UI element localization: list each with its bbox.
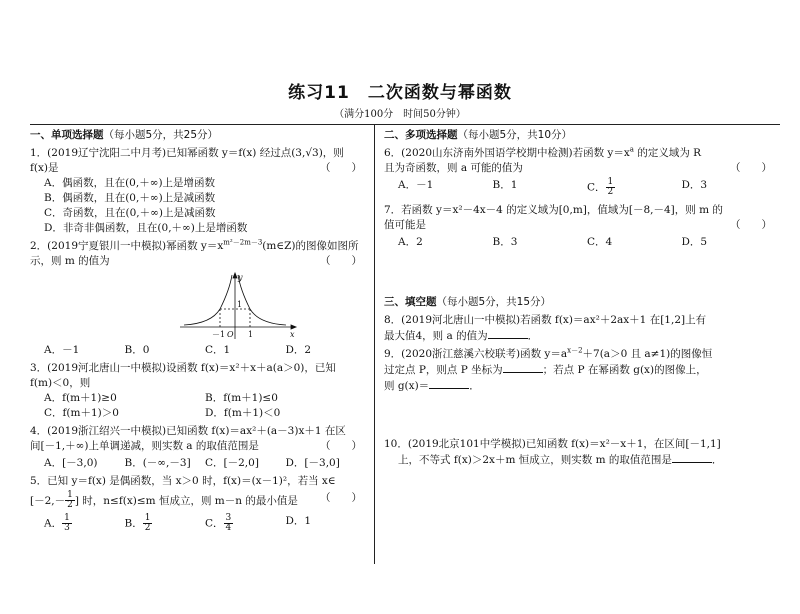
- option-a: A．偶函数，且在(0,＋∞)上是增函数: [44, 177, 216, 189]
- question-5-options: [30, 514, 366, 533]
- question-10: 10．(2019北京101中学模拟)已知函数 f(x)＝x²－x＋1，在区间[－1,1] 上，不等式 f(x)＞2x＋m 恒成立，则实数 m 的取值范围是 ．: [384, 437, 776, 468]
- curve-left: [184, 275, 232, 325]
- question-4-stem-2: 间[－1,＋∞)上单调递减，则实数 a 的取值范围是: [30, 440, 259, 452]
- question-6-stem-2: 且为奇函数，则 a 可能的值为: [384, 162, 523, 174]
- answer-bracket: （ ）: [730, 162, 772, 174]
- option-a: A．－1: [44, 344, 80, 356]
- option-b: B．(－∞,－3]: [124, 457, 191, 469]
- option-d: D．5: [681, 236, 708, 248]
- option-d: D．3: [681, 179, 708, 191]
- answer-bracket: （ ）: [320, 440, 362, 452]
- question-10-stem-2: 上，不等式 f(x)＞2x＋m 恒成立，则实数 m 的取值范围是: [398, 454, 672, 466]
- option-a: A．[－3,0): [44, 457, 98, 469]
- option-a: A．2: [398, 236, 423, 248]
- x-axis-label: x: [290, 330, 295, 339]
- question-8-stem-2: 最大值4，则 a 的值为: [384, 330, 488, 342]
- option-c: C．f(m＋1)＞0: [44, 407, 119, 419]
- question-2-stem: 2．(2019宁夏银川一中模拟)幂函数 $y=x^{m^2-2m-3}(m\in Z)$的图像如图所: [30, 238, 359, 252]
- question-4-options: [30, 456, 366, 471]
- option-d: D．非奇非偶函数，且在(0,＋∞)上是增函数: [44, 222, 248, 234]
- question-4-stem: 4．(2019浙江绍兴一中模拟)已知函数 f(x)＝ax²＋(a－3)x＋1 在区: [30, 425, 346, 437]
- question-7-stem-2: 值可能是: [384, 219, 426, 231]
- question-1-stem: 1．(2019辽宁沈阳二中月考)已知幂函数 y＝f(x) 经过点(3,√3)，则: [30, 147, 344, 159]
- answer-blank-point[interactable]: [503, 362, 543, 373]
- fraction-one-half: $\frac{1}{2}$: [67, 490, 73, 510]
- question-4: [30, 424, 366, 471]
- answer-bracket: （ ）: [320, 162, 362, 174]
- question-8: 8．(2019河北唐山一中模拟)若函数 f(x)＝ax²＋2ax＋1 在[1,2]上有 最大值4，则 a 的值为 ．: [384, 313, 776, 344]
- option-c: C． $\frac{3}{4}$: [205, 513, 232, 533]
- page-title: 练习11 二次函数与幂函数: [288, 83, 512, 103]
- question-7-options: [384, 235, 776, 250]
- option-b: B．f(m＋1)≤0: [205, 392, 278, 404]
- question-3-stem: 3．(2019河北唐山一中模拟)设函数 f(x)＝x²＋x＋a(a＞0)，已知: [30, 362, 336, 374]
- option-d: D．[－3,0]: [285, 457, 340, 469]
- question-2-stem-2: 示，则 m 的值为: [30, 255, 110, 267]
- tick-y-one: 1: [237, 300, 243, 309]
- y-axis-arrow: [233, 273, 237, 278]
- answer-bracket: （ ）: [320, 255, 362, 267]
- header-rule: [30, 124, 780, 125]
- question-7-stem: 7．若函数 y＝x²－4x－4 的定义域为[0,m]，值域为[－8,－4]，则 m 的: [384, 204, 723, 216]
- question-9-stem: 9．(2020浙江慈溪六校联考)函数 $y=a^{x-2}+7(a>0$ 且 a≠1)的图像恒: [384, 346, 713, 360]
- option-c: C． $\frac{1}{2}$: [587, 177, 614, 197]
- option-a: A．－1: [398, 179, 434, 191]
- option-c: C．奇函数，且在(0,＋∞)上是减函数: [44, 207, 216, 219]
- answer-blank[interactable]: [672, 452, 712, 463]
- section-heading-fill-blank: 三、填空题（每小题5分，共15分）: [384, 296, 552, 308]
- question-10-stem: 10．(2019北京101中学模拟)已知函数 f(x)＝x²－x＋1，在区间[－1,1]: [384, 438, 721, 450]
- question-3-stem-2: f(m)＜0，则: [30, 377, 91, 389]
- option-c: C．4: [587, 236, 613, 248]
- question-5-stem: 5．已知 y＝f(x) 是偶函数，当 x＞0 时，f(x)＝(x－1)²，若当 x∈: [30, 475, 336, 487]
- answer-blank[interactable]: [488, 328, 528, 339]
- question-3: [30, 361, 366, 421]
- curve-right: [238, 275, 286, 325]
- right-column: [384, 128, 776, 471]
- column-divider: [374, 124, 375, 564]
- section-heading-single-choice: 一、单项选择题（每小题5分，共25分）: [30, 129, 219, 141]
- option-b: B．3: [492, 236, 518, 248]
- question-1-stem-2: f(x)是: [30, 162, 59, 174]
- y-axis-label: y: [238, 273, 243, 282]
- option-a: A．f(m＋1)≥0: [44, 392, 117, 404]
- left-column: [30, 128, 366, 536]
- question-9-stem-2: 过定点 P，则点 P 坐标为: [384, 364, 503, 376]
- option-b: B．偶函数，且在(0,＋∞)上是减函数: [44, 192, 216, 204]
- answer-blank-function[interactable]: [429, 378, 469, 389]
- option-b: B．0: [124, 344, 150, 356]
- option-d: D．2: [285, 344, 312, 356]
- question-6: [384, 146, 776, 197]
- question-7: [384, 203, 776, 250]
- option-d: D．f(m＋1)＜0: [205, 407, 281, 419]
- origin-label: O: [227, 330, 234, 339]
- question-6-options: [384, 178, 776, 197]
- option-c: C．[－2,0]: [205, 457, 259, 469]
- question-9-stem-3: 则 g(x)＝: [384, 380, 430, 392]
- question-8-stem: 8．(2019河北唐山一中模拟)若函数 f(x)＝ax²＋2ax＋1 在[1,2]上有: [384, 314, 707, 326]
- answer-bracket: （ ）: [730, 219, 772, 231]
- tick-pos-one: 1: [248, 330, 254, 339]
- option-c: C．1: [205, 344, 231, 356]
- answer-bracket: （ ）: [320, 492, 362, 504]
- question-5: [30, 474, 366, 533]
- power-function-graph: [180, 271, 300, 341]
- section-heading-multi-choice: 二、多项选择题（每小题5分，共10分）: [384, 129, 573, 141]
- page-subtitle: （满分100分 时间50分钟）: [334, 109, 466, 120]
- option-b: B． $\frac{1}{2}$: [124, 513, 151, 533]
- x-axis-arrow: [291, 325, 296, 329]
- question-5-stem-2: [－2,－ $\frac{1}{2}$ ] 时，n≤f(x)≤m 恒成立，则 m－n 的最小值是: [30, 490, 298, 510]
- question-9: 9．(2020浙江慈溪六校联考)函数 $y=a^{x-2}+7(a>0$ 且 a≠1)的图像恒 过定点 P，则点 P 坐标为 ；若点 P 在幂函数 g(x)的图像上， 则 g(x)＝ ．: [384, 347, 776, 394]
- question-2: [30, 239, 366, 358]
- option-a: A． $\frac{1}{3}$: [44, 513, 70, 533]
- option-b: B．1: [492, 179, 518, 191]
- question-2-options: [30, 343, 366, 358]
- tick-neg-one: －1: [212, 330, 226, 339]
- question-1: [30, 146, 366, 236]
- option-d: D．1: [285, 515, 312, 527]
- question-6-stem: 6．(2020山东济南外国语学校期中检测)若函数 $y=x^a$ 的定义域为 R: [384, 145, 702, 159]
